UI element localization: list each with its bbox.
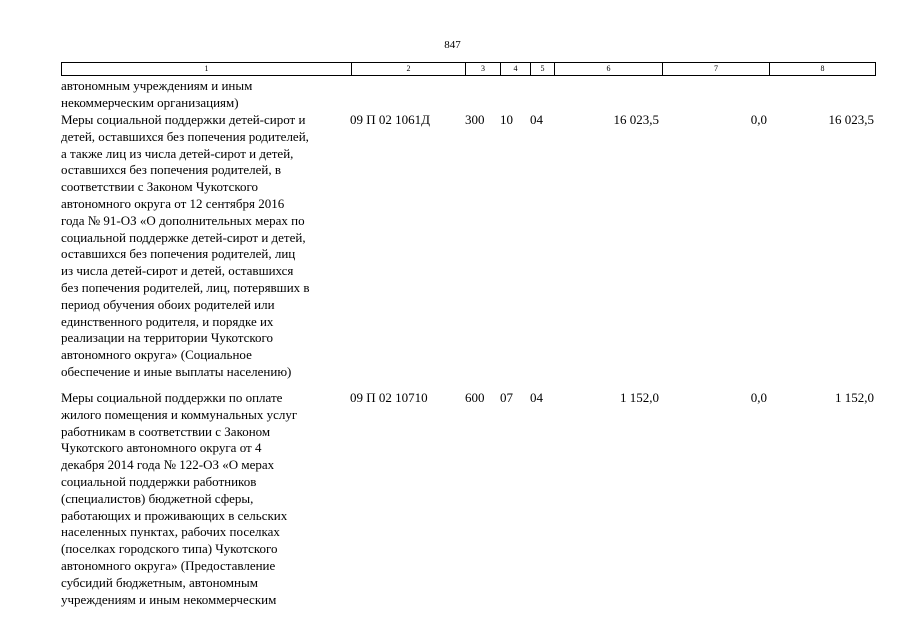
row-1-code: 09 П 02 1061Д bbox=[350, 112, 431, 127]
column-header-8: 8 bbox=[769, 63, 875, 75]
continuation-text: автономным учреждениям и иным некоммерческим организациям) bbox=[61, 78, 253, 110]
row-1-col-4: 10 bbox=[500, 112, 513, 127]
row-2-col-7: 0,0 bbox=[750, 390, 767, 405]
column-header-2: 2 bbox=[351, 63, 465, 75]
row-2-code: 09 П 02 10710 bbox=[350, 390, 428, 405]
column-header-3: 3 bbox=[465, 63, 500, 75]
row-1-col-7: 0,0 bbox=[750, 112, 767, 127]
column-header-5: 5 bbox=[530, 63, 554, 75]
row-1-col-5: 04 bbox=[530, 112, 543, 127]
row-2-col-5: 04 bbox=[530, 390, 543, 405]
row-1-col-6: 16 023,5 bbox=[613, 112, 659, 127]
column-header-7: 7 bbox=[662, 63, 769, 75]
row-2-col-3: 600 bbox=[465, 390, 485, 405]
row-2-description: Меры социальной поддержки по оплате жилого помещения и коммунальных услуг работникам в соответствии с Законом Чукотского автономного округа от 4 декабря 2014 года № 122-ОЗ «О мерах социальной поддержки работников (специалистов) бюджетной сферы, работающих и проживающих в сельских населенных пунктах, рабочих поселках (поселках городского типа) Чукотского автономного округа» (Предоставление субсидий бюджетным, автономным учреждениям и иным некоммерческим bbox=[61, 390, 298, 607]
column-header-1: 1 bbox=[204, 64, 209, 73]
row-2-col-6: 1 152,0 bbox=[620, 390, 659, 405]
column-header-4: 4 bbox=[500, 63, 530, 75]
row-2-col-8: 1 152,0 bbox=[835, 390, 874, 405]
table-header-row bbox=[61, 62, 876, 76]
row-1-description: Меры социальной поддержки детей-сирот и детей, оставшихся без попечения родителей, а также лиц из числа детей-сирот и детей, оставшихся без попечения родителей, в соответствии с Законом Чукотского автономного округа от 12 сентября 2016 года № 91-ОЗ «О дополнительных мерах по социальной поддержке детей-сирот и детей, оставшихся без попечения родителей, лиц из числа детей-сирот и детей, оставшихся без попечения родителей, лиц, потерявших в период обучения обоих родителей или единственного родителя, и порядке их реализации на территории Чукотского автономного округа» (Социальное обеспечение и иные выплаты населению) bbox=[61, 112, 310, 379]
page-number: 847 bbox=[444, 39, 461, 51]
row-2-col-4: 07 bbox=[500, 390, 513, 405]
row-1-col-8: 16 023,5 bbox=[828, 112, 874, 127]
row-1-col-3: 300 bbox=[465, 112, 485, 127]
column-header-6: 6 bbox=[554, 63, 662, 75]
